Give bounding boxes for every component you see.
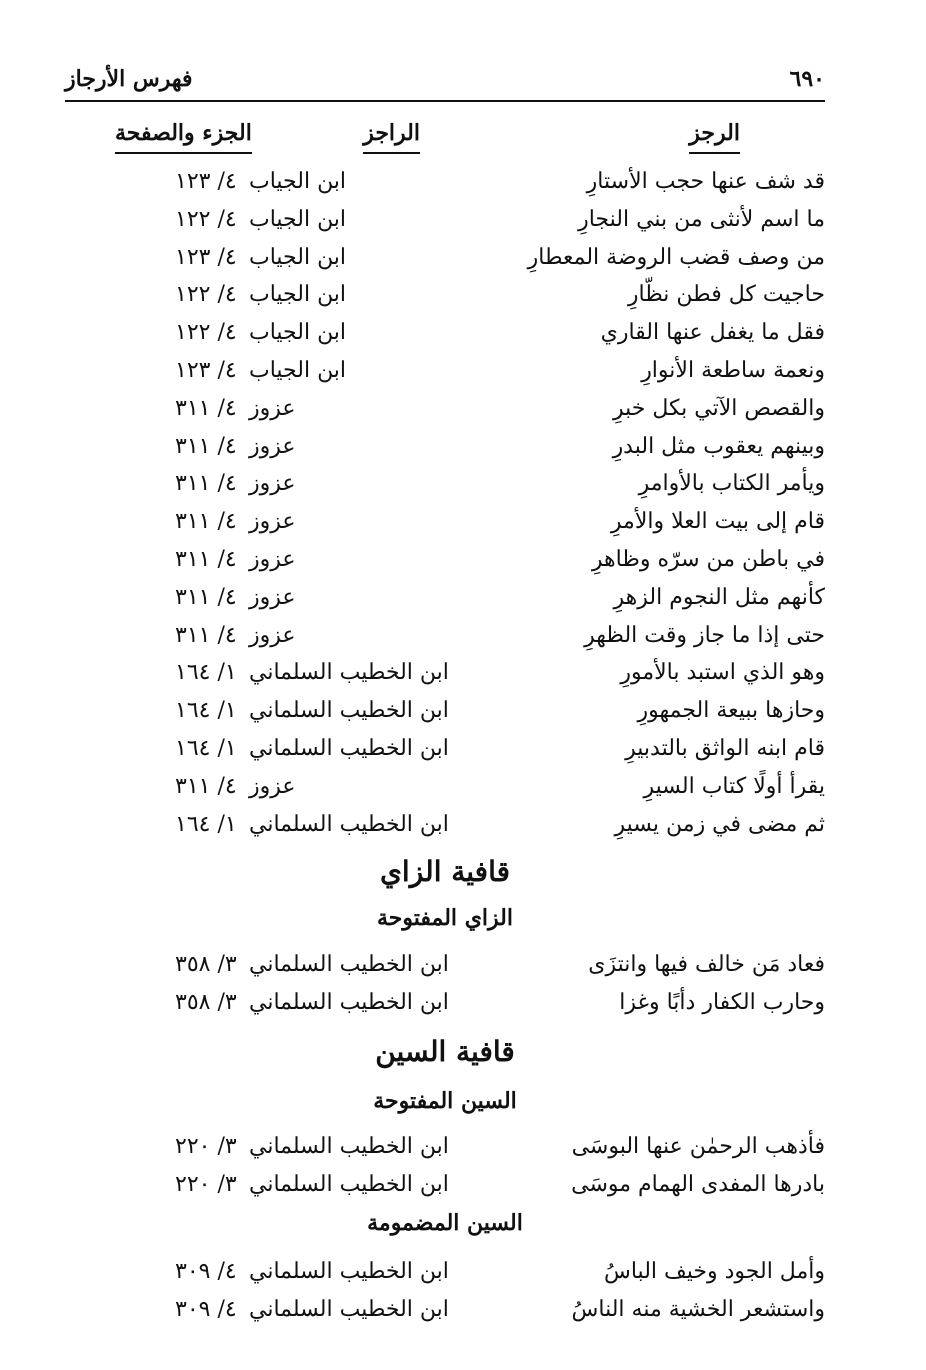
verse-cell: يقرأ أولًا كتاب السيرِ xyxy=(643,773,825,799)
poet-cell: ابن الخطيب السلماني xyxy=(249,735,449,761)
table-row xyxy=(65,579,825,617)
verse-cell: وحازها ببيعة الجمهورِ xyxy=(637,698,825,724)
verse-cell: قد شف عنها حجب الأستارِ xyxy=(586,169,825,194)
reference-cell: ٣/ ٢٢٠ xyxy=(175,1171,237,1197)
verse-cell: بادرها المفدى الهمام موسَى xyxy=(571,1171,825,1197)
table-group-sin-damm xyxy=(65,1253,825,1329)
reference-cell: ٤/ ٣١١ xyxy=(175,471,237,497)
verse-cell: وهو الذي استبد بالأمورِ xyxy=(620,660,825,686)
poet-cell: عزوز xyxy=(249,509,296,535)
reference-cell: ٤/ ١٢٢ xyxy=(175,282,237,308)
reference-cell: ٤/ ٣٠٩ xyxy=(175,1296,237,1322)
poet-cell: ابن الخطيب السلماني xyxy=(249,989,449,1015)
subsection-title-zay-open: الزاي المفتوحة xyxy=(376,905,513,931)
verse-cell: فأذهب الرحمٰن عنها البوسَى xyxy=(571,1134,825,1159)
reference-cell: ٤/ ٣٠٩ xyxy=(175,1259,237,1284)
verse-cell: والقصص الآتي بكل خبرِ xyxy=(612,395,825,421)
poet-cell: عزوز xyxy=(249,433,296,459)
section-title-zay: قافية الزاي xyxy=(380,855,510,888)
table-row xyxy=(65,503,825,541)
table-row xyxy=(65,768,825,806)
poet-cell: ابن الجياب xyxy=(249,282,347,308)
reference-cell: ٤/ ٣١١ xyxy=(175,773,237,799)
reference-cell: ٣/ ٣٥٨ xyxy=(175,989,237,1015)
poet-cell: ابن الخطيب السلماني xyxy=(249,811,449,837)
verse-cell: ثم مضى في زمن يسيرِ xyxy=(614,811,825,837)
table-row xyxy=(65,654,825,692)
table-row xyxy=(65,984,825,1022)
verse-cell: ويأمر الكتاب بالأوامرِ xyxy=(638,471,825,497)
poet-cell: ابن الخطيب السلماني xyxy=(249,1134,449,1159)
running-title: فهرس الأرجاز xyxy=(65,66,193,92)
table-row xyxy=(65,1128,825,1166)
table-row xyxy=(65,352,825,390)
poet-cell: ابن الخطيب السلماني xyxy=(249,952,449,977)
reference-cell: ٤/ ٣١١ xyxy=(175,622,237,648)
poet-cell: ابن الخطيب السلماني xyxy=(249,1296,449,1322)
column-header-ref: الجزء والصفحة xyxy=(115,116,252,154)
table-row xyxy=(65,730,825,768)
reference-cell: ١/ ١٦٤ xyxy=(175,698,237,724)
reference-cell: ١/ ١٦٤ xyxy=(175,660,237,686)
table-row xyxy=(65,239,825,277)
poet-cell: عزوز xyxy=(249,622,296,648)
reference-cell: ٤/ ١٢٢ xyxy=(175,320,237,346)
table-row xyxy=(65,806,825,844)
reference-cell: ٤/ ٣١١ xyxy=(175,546,237,572)
poet-cell: عزوز xyxy=(249,546,296,572)
poet-cell: ابن الخطيب السلماني xyxy=(249,660,449,686)
verse-cell: وأمل الجود وخيف الباسُ xyxy=(604,1259,825,1284)
verse-cell: في باطن من سرّه وظاهرِ xyxy=(591,546,825,572)
poet-cell: ابن الجياب xyxy=(249,206,347,232)
verse-cell: فعاد مَن خالف فيها وانتزَى xyxy=(588,952,825,977)
subsection-title-sin-open: السين المفتوحة xyxy=(373,1088,517,1114)
poet-cell: عزوز xyxy=(249,471,296,497)
verse-cell: حاجيت كل فطن نظّارِ xyxy=(627,282,825,308)
poet-cell: ابن الجياب xyxy=(249,169,347,194)
verse-cell: وحارب الكفار دأبًا وغزا xyxy=(619,989,825,1015)
poet-cell: ابن الخطيب السلماني xyxy=(249,1259,449,1284)
table-row xyxy=(65,692,825,730)
reference-cell: ٤/ ١٢٢ xyxy=(175,206,237,232)
table-row xyxy=(65,428,825,466)
reference-cell: ٤/ ٣١١ xyxy=(175,509,237,535)
section-title-sin: قافية السين xyxy=(375,1035,515,1068)
reference-cell: ٣/ ٣٥٨ xyxy=(175,952,237,977)
verse-cell: واستشعر الخشية منه الناسُ xyxy=(571,1296,825,1322)
poet-cell: ابن الخطيب السلماني xyxy=(249,698,449,724)
table-row xyxy=(65,276,825,314)
table-row xyxy=(65,617,825,655)
table-row xyxy=(65,1291,825,1329)
poet-cell: ابن الجياب xyxy=(249,357,347,383)
reference-cell: ٤/ ١٢٣ xyxy=(175,244,237,270)
reference-cell: ٤/ ٣١١ xyxy=(175,395,237,421)
poet-cell: ابن الجياب xyxy=(249,244,347,270)
verse-cell: ما اسم لأنثى من بني النجارِ xyxy=(578,206,825,232)
table-row xyxy=(65,541,825,579)
column-header-verse: الرجز xyxy=(689,116,740,154)
verse-cell: فقل ما يغفل عنها القاري xyxy=(600,320,825,346)
table-row xyxy=(65,465,825,503)
table-row xyxy=(65,314,825,352)
verse-cell: ونعمة ساطعة الأنوارِ xyxy=(641,357,825,383)
poet-cell: عزوز xyxy=(249,584,296,610)
table-row xyxy=(65,946,825,984)
table-row xyxy=(65,163,825,201)
table-row xyxy=(65,390,825,428)
table-row xyxy=(65,1253,825,1291)
poet-cell: ابن الخطيب السلماني xyxy=(249,1171,449,1197)
verse-cell: كأنهم مثل النجوم الزهرِ xyxy=(613,584,825,610)
table-group-zay xyxy=(65,946,825,1022)
reference-cell: ٤/ ١٢٣ xyxy=(175,357,237,383)
reference-cell: ١/ ١٦٤ xyxy=(175,811,237,837)
reference-cell: ١/ ١٦٤ xyxy=(175,735,237,761)
reference-cell: ٣/ ٢٢٠ xyxy=(175,1134,237,1159)
verse-cell: قام إلى بيت العلا والأمرِ xyxy=(610,509,825,535)
reference-cell: ٤/ ٣١١ xyxy=(175,584,237,610)
poet-cell: عزوز xyxy=(249,395,296,421)
verse-cell: وبينهم يعقوب مثل البدرِ xyxy=(612,433,825,459)
table-group-ra xyxy=(65,163,825,843)
table-group-sin-open xyxy=(65,1128,825,1204)
verse-cell: قام ابنه الواثق بالتدبيرِ xyxy=(625,735,825,761)
poet-cell: ابن الجياب xyxy=(249,320,347,346)
column-headers xyxy=(65,116,825,160)
poet-cell: عزوز xyxy=(249,773,296,799)
reference-cell: ٤/ ٣١١ xyxy=(175,433,237,459)
verse-cell: من وصف قضب الروضة المعطارِ xyxy=(527,244,825,270)
page-header xyxy=(65,66,825,102)
reference-cell: ٤/ ١٢٣ xyxy=(175,169,237,194)
verse-cell: حتى إذا ما جاز وقت الظهرِ xyxy=(584,622,825,648)
table-row xyxy=(65,201,825,239)
table-row xyxy=(65,1166,825,1204)
column-header-poet: الراجز xyxy=(363,116,420,154)
page-number: ٦٩٠ xyxy=(789,66,825,92)
subsection-title-sin-damm: السين المضمومة xyxy=(367,1210,523,1236)
